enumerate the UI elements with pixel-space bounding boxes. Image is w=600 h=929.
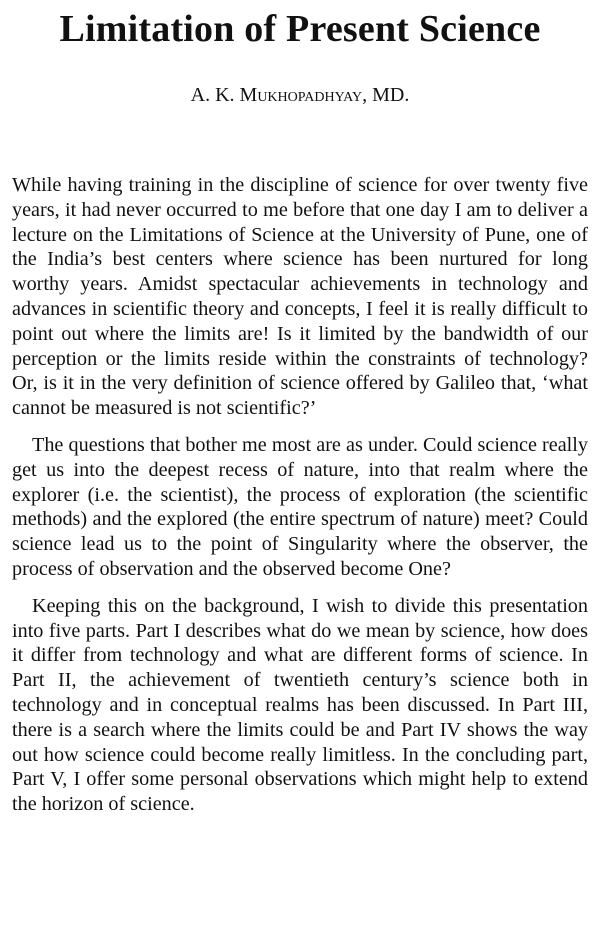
paragraph-2: The questions that bother me most are as under. Could science really get us into the deepest recess of nature, into that realm where the explorer (i.e. the scientist), the process of exploration (the scientific methods) and the explored (the entire spectrum of nature) meet? Could science lead us to the point of Singularity where the observer, the process of observation and the observed become One? bbox=[12, 433, 588, 580]
author-line: A. K. Mukhopadhyay, MD. bbox=[190, 84, 410, 106]
article-body bbox=[12, 173, 588, 829]
paragraph-1: While having training in the discipline of science for over twenty five years, it had never occurred to me before that one day I am to deliver a lecture on the Limitations of Science at the University of Pune, one of the India’s best centers where science has been nurtured for long worthy years. Amidst spectacular achievements in technology and advances in scientific theory and concepts, I feel it is really difficult to point out where the limits are! Is it limited by the bandwidth of our perception or the limits reside within the constraints of technology? Or, is it in the very definition of science offered by Galileo that, ‘what cannot be measured is not scientific?’ bbox=[12, 174, 588, 420]
paragraph-3: Keeping this on the background, I wish to divide this presentation into five parts. Part I describes what do we mean by science, how does it differ from technology and what are different forms of science. In Part II, the achievement of twentieth century’s science both in technology and in conceptual realms has been discussed. In Part III, there is a search where the limits could be and Part IV shows the way out how science could become really limitless. In the concluding part, Part V, I offer some personal observations which might help to extend the horizon of science. bbox=[12, 594, 588, 816]
page-title: Limitation of Present Science bbox=[59, 8, 541, 50]
